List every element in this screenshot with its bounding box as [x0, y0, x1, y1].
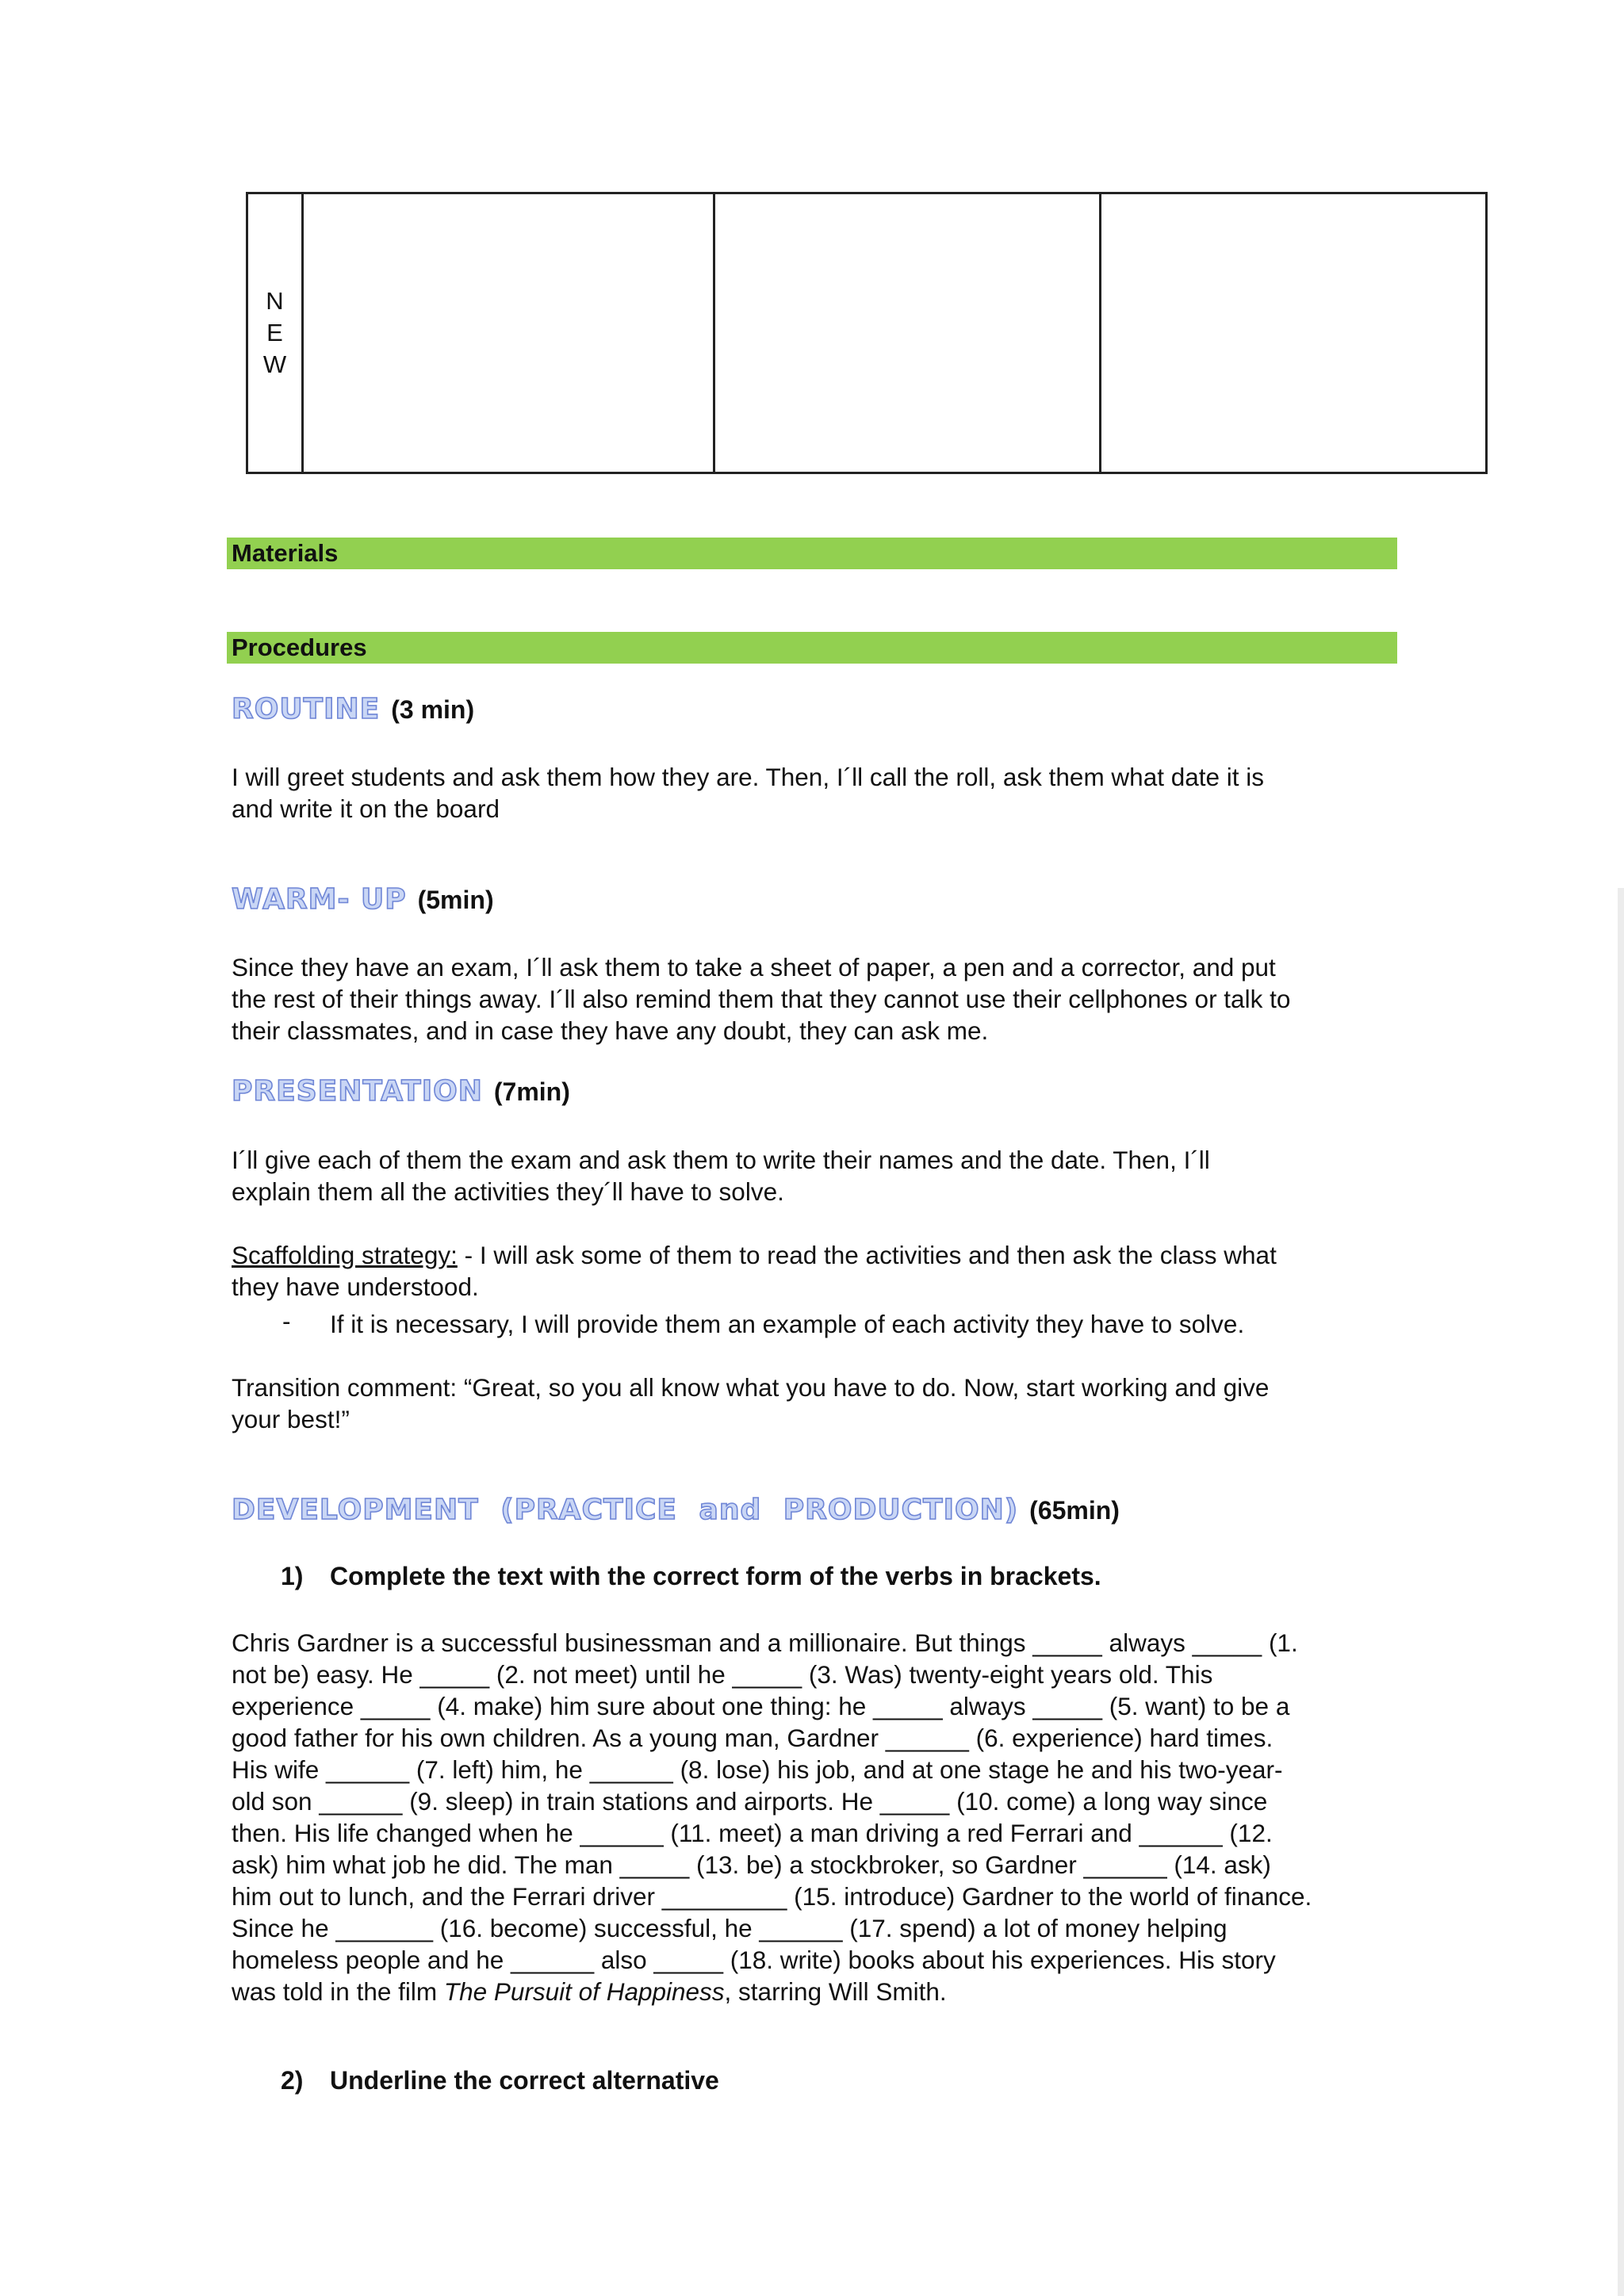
text-line: ask) him what job he did. The man _____ (13. be) a stockbroker, so Gardner ______ (14. ask): [232, 1850, 1271, 1879]
task-instruction: Complete the text with the correct form of the verbs in brackets.: [330, 1562, 1101, 1590]
bullet-dash: -: [282, 1307, 291, 1335]
lesson-plan-table: [246, 192, 1488, 474]
text-line: old son ______ (9. sleep) in train stations and airports. He _____ (10. come) a long way since: [232, 1787, 1268, 1816]
scaffolding-strategy: [232, 1239, 1392, 1303]
text-line: His wife ______ (7. left) him, he ______ (8. lose) his job, and at one stage he and his two-year-: [232, 1755, 1283, 1784]
routine-heading: [232, 693, 474, 725]
presentation-time: (7min): [493, 1077, 570, 1106]
development-title: DEVELOPMENT (PRACTICE and PRODUCTION): [232, 1494, 1019, 1526]
warmup-time: (5min): [417, 886, 494, 914]
text-line: they have understood.: [232, 1272, 479, 1301]
text-line: I will greet students and ask them how they are. Then, I´ll call the roll, ask them what date it is: [232, 763, 1265, 791]
table-side-label: [248, 194, 304, 472]
text-line: explain them all the activities they´ll have to solve.: [232, 1177, 784, 1206]
text-line: not be) easy. He _____ (2. not meet) until he _____ (3. Was) twenty-eight years old. This: [232, 1660, 1213, 1689]
page-edge-shadow: [1618, 888, 1624, 2296]
text-line: their classmates, and in case they have any doubt, they can ask me.: [232, 1016, 989, 1045]
procedures-bar: Procedures: [227, 632, 1397, 664]
text-line: [232, 1976, 1392, 2007]
task-number: 2): [281, 2066, 304, 2095]
text-line: Chris Gardner is a successful businessman and a millionaire. But things _____ always _____ (1.: [232, 1628, 1298, 1657]
warmup-title: WARM- UP: [232, 883, 407, 916]
side-letter: N: [266, 287, 284, 315]
text-line: the rest of their things away. I´ll also remind them that they cannot use their cellphones or talk to: [232, 985, 1291, 1013]
text-line: Since they have an exam, I´ll ask them to take a sheet of paper, a pen and a corrector, and put: [232, 953, 1276, 982]
development-heading: [232, 1494, 1120, 1526]
text-line: experience _____ (4. make) him sure about one thing: he _____ always _____ (5. want) to be a: [232, 1692, 1290, 1720]
transition-comment: [232, 1372, 1392, 1435]
exercise-text: [232, 1627, 1392, 2007]
presentation-title: PRESENTATION: [232, 1075, 483, 1108]
text-line: him out to lunch, and the Ferrari driver _________ (15. introduce) Gardner to the world of finance.: [232, 1882, 1312, 1911]
task-2-heading: [281, 2066, 719, 2095]
warmup-text: [232, 951, 1392, 1047]
presentation-text: [232, 1144, 1392, 1207]
materials-bar: Materials: [227, 538, 1397, 569]
film-title: The Pursuit of Happiness: [443, 1977, 725, 2006]
side-letter: E: [266, 319, 283, 346]
text-line: Since he _______ (16. become) successful, he ______ (17. spend) a lot of money helping: [232, 1914, 1228, 1942]
development-time: (65min): [1029, 1496, 1120, 1525]
text-line: and write it on the board: [232, 794, 500, 823]
task-1-heading: [281, 1562, 1101, 1591]
text-segment: , starring Will Smith.: [724, 1977, 947, 2006]
table-cell: [715, 194, 1101, 472]
routine-title: ROUTINE: [232, 693, 381, 725]
text-line: I´ll give each of them the exam and ask them to write their names and the date. Then, I´ll: [232, 1146, 1210, 1174]
table-cell: [1101, 194, 1485, 472]
text-line: [232, 1239, 1392, 1271]
routine-text: [232, 761, 1392, 825]
text-line: good father for his own children. As a young man, Gardner ______ (6. experience) hard times.: [232, 1724, 1274, 1752]
warmup-heading: [232, 883, 494, 916]
table-cell: [304, 194, 715, 472]
text-line: homeless people and he ______ also _____ (18. write) books about his experiences. His story: [232, 1946, 1276, 1974]
task-instruction: Underline the correct alternative: [330, 2066, 719, 2095]
text-line: then. His life changed when he ______ (11. meet) a man driving a red Ferrari and ______ (12.: [232, 1819, 1273, 1847]
scaffolding-text: - I will ask some of them to read the activities and then ask the class what: [457, 1241, 1277, 1269]
task-number: 1): [281, 1562, 304, 1590]
scaffolding-label: Scaffolding strategy:: [232, 1241, 458, 1269]
text-line: Transition comment: “Great, so you all know what you have to do. Now, start working and give: [232, 1373, 1270, 1402]
presentation-heading: [232, 1075, 570, 1108]
text-segment: was told in the film: [232, 1977, 444, 2006]
bullet-text: If it is necessary, I will provide them an example of each activity they have to solve.: [330, 1310, 1245, 1338]
routine-time: (3 min): [391, 695, 475, 724]
side-letter: W: [262, 350, 287, 378]
text-line: your best!”: [232, 1405, 350, 1433]
